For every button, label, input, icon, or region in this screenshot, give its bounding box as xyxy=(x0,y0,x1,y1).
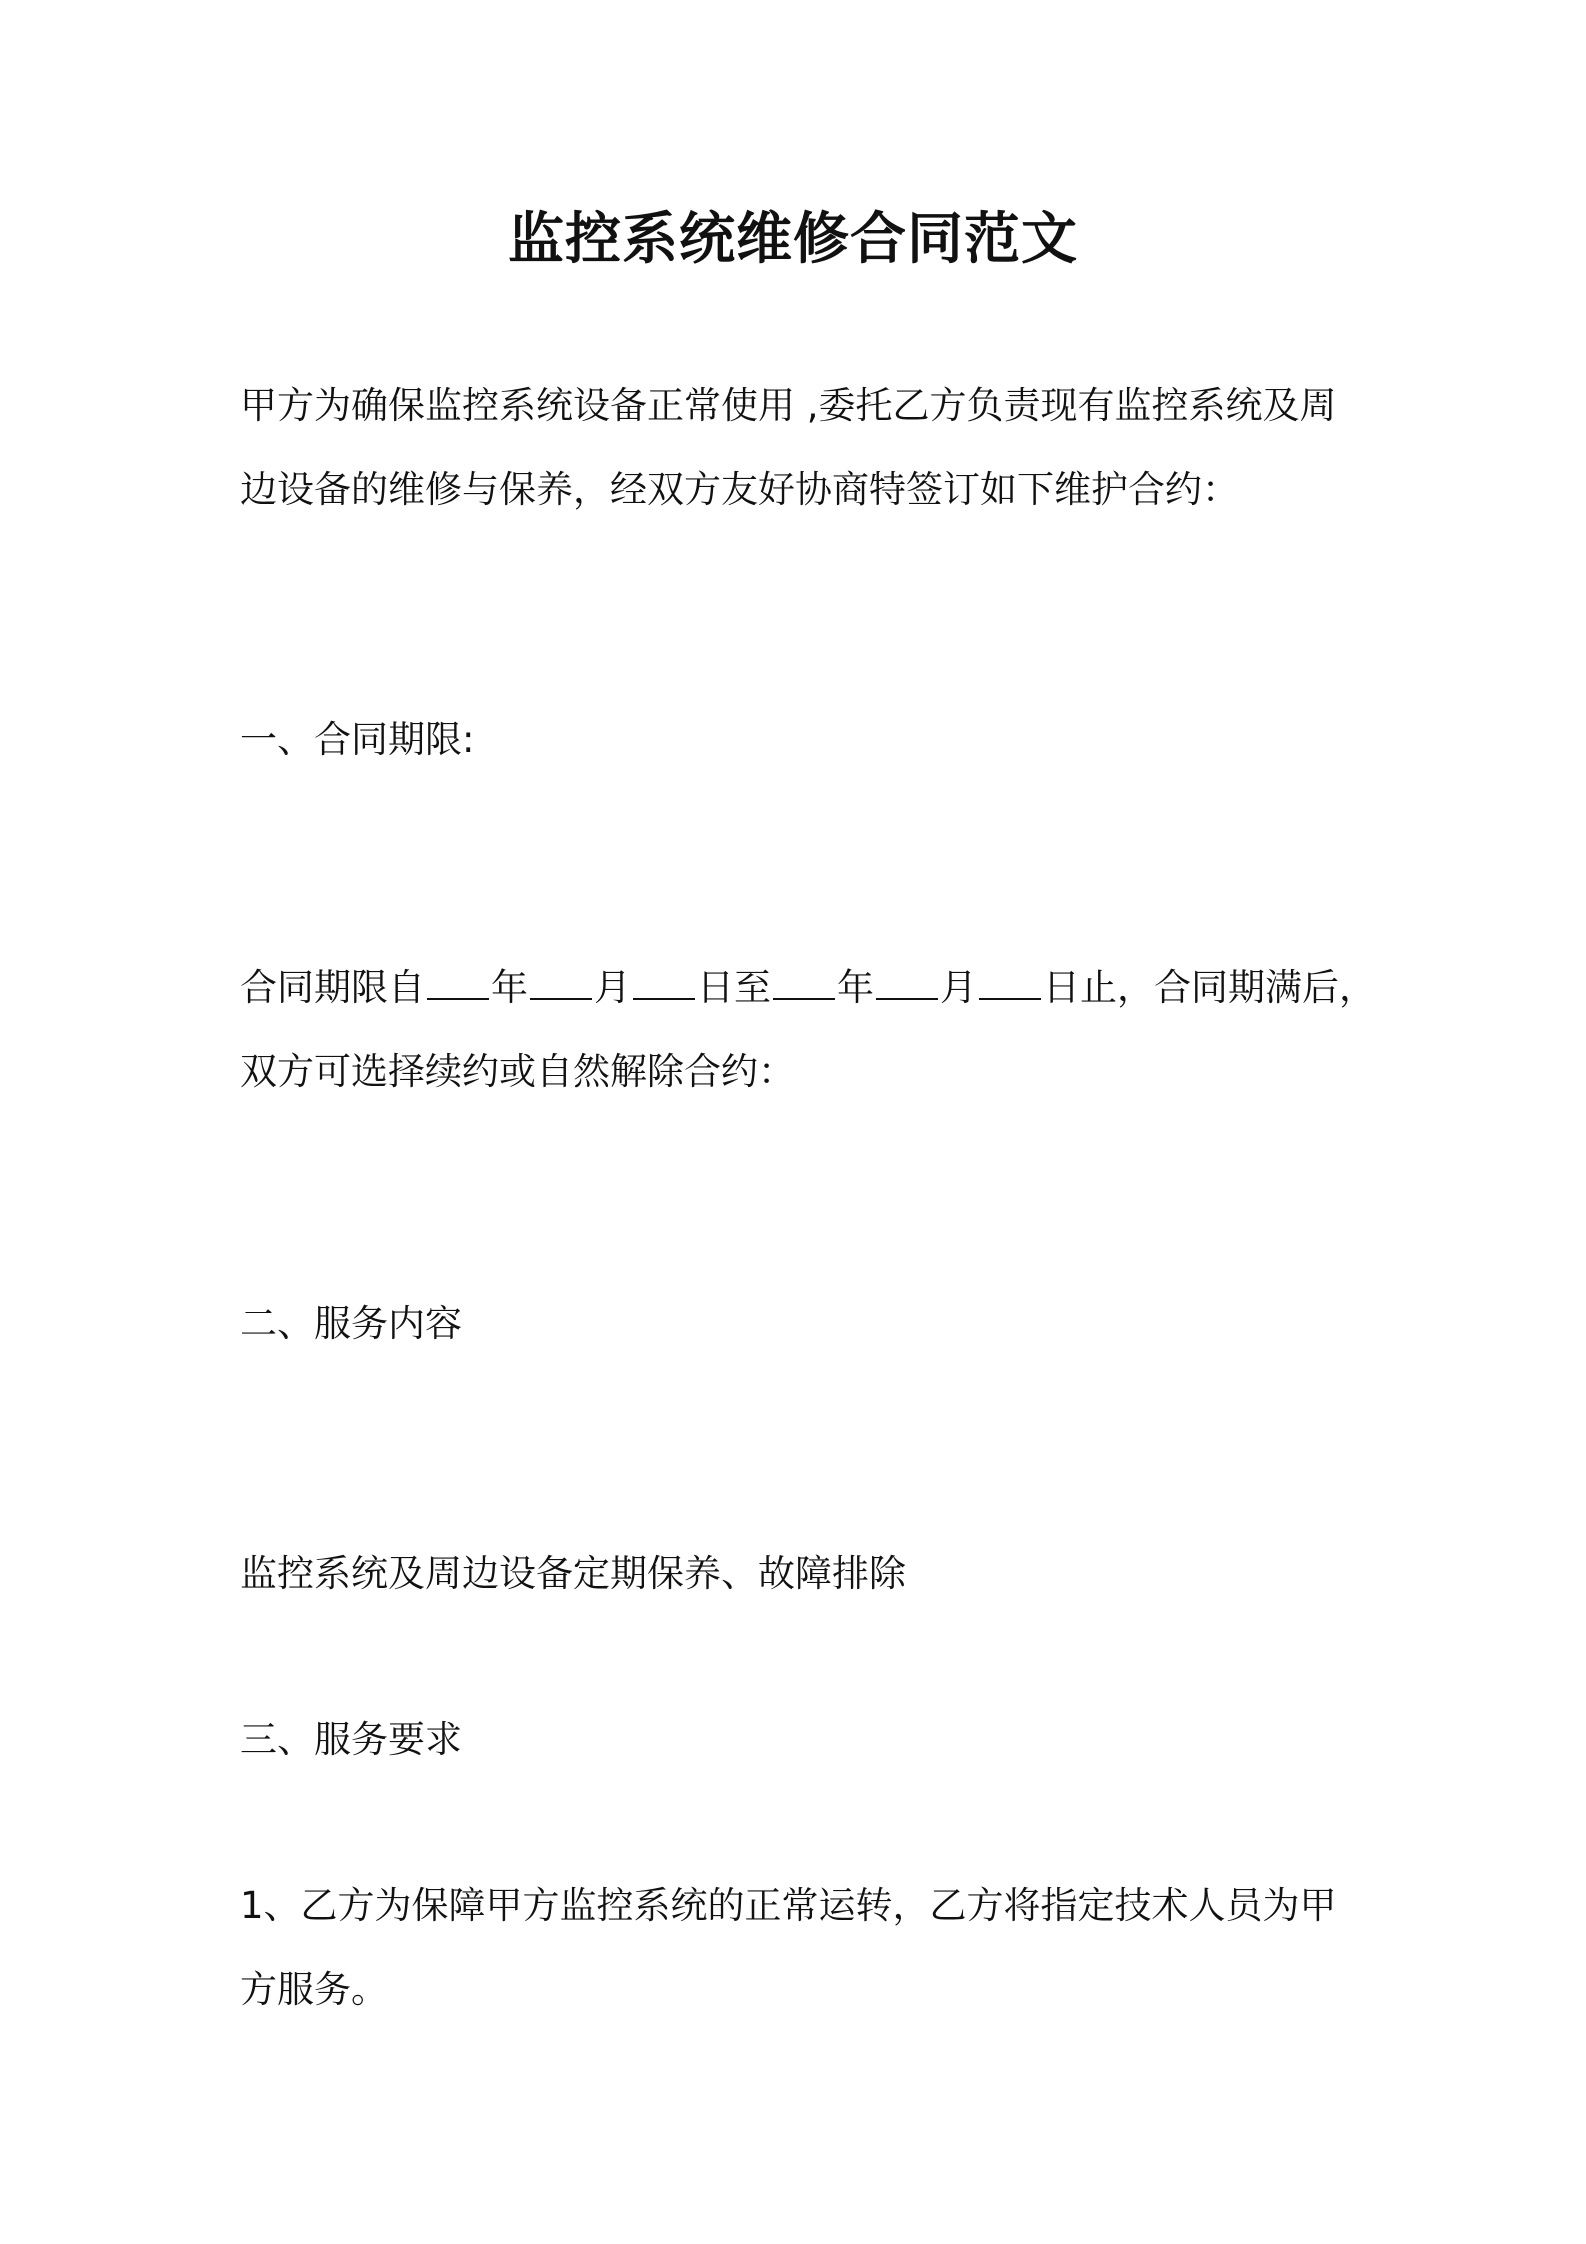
term-year-label: 年 xyxy=(491,966,528,1009)
term-year-label-2: 年 xyxy=(837,966,874,1009)
intro-line-2: 边设备的维修与保养，经双方友好协商特签订如下维护合约： xyxy=(240,468,1239,511)
requirement-item-1-line-2: 方服务。 xyxy=(240,1968,388,2011)
term-month-label: 月 xyxy=(594,966,631,1009)
section-heading-services: 二、服务内容 xyxy=(240,1302,462,1345)
term-month-label-2: 月 xyxy=(940,966,977,1009)
term-prefix: 合同期限自 xyxy=(240,966,425,1009)
term-day-to-label: 日至 xyxy=(697,966,771,1009)
section-heading-term: 一、合同期限: xyxy=(240,718,475,761)
term-day-end-label: 日止，合同期满后， xyxy=(1043,966,1376,1009)
blank-field[interactable] xyxy=(876,962,938,1000)
term-line-2: 双方可选择续约或自然解除合约： xyxy=(240,1050,795,1093)
blank-field[interactable] xyxy=(979,962,1041,1000)
blank-field[interactable] xyxy=(530,962,592,1000)
services-body: 监控系统及周边设备定期保养、故障排除 xyxy=(240,1552,906,1595)
blank-field[interactable] xyxy=(773,962,835,1000)
section-heading-requirements: 三、服务要求 xyxy=(240,1718,462,1761)
term-line xyxy=(240,946,1400,1030)
requirement-item-1-line-1: 1、乙方为保障甲方监控系统的正常运转，乙方将指定技术人员为甲 xyxy=(240,1884,1337,1927)
document-title: 监控系统维修合同范文 xyxy=(508,207,1078,272)
intro-line-1: 甲方为确保监控系统设备正常使用 ,委托乙方负责现有监控系统及周 xyxy=(240,384,1337,427)
blank-field[interactable] xyxy=(427,962,489,1000)
blank-field[interactable] xyxy=(633,962,695,1000)
